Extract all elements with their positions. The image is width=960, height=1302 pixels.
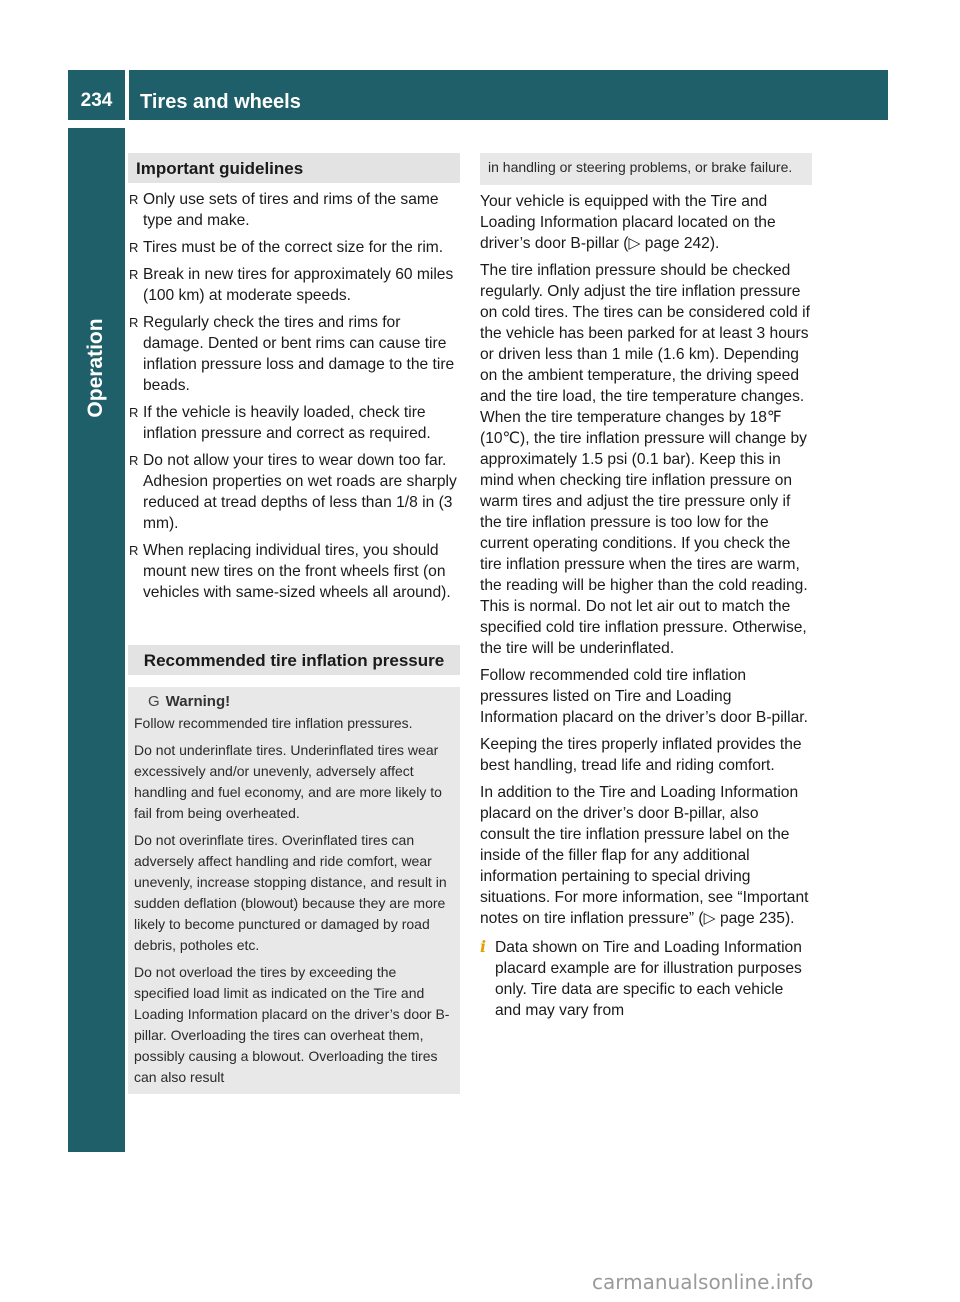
bullet-icon: R [129,192,139,207]
warning-paragraph: Follow recommended tire inflation pressures. [134,715,413,731]
list-item: R Tires must be of the correct size for the rim. [129,239,444,256]
side-tab [68,128,125,1152]
right-column [480,153,812,1021]
warning-continued: in handling or steering problems, or brake failure. [480,153,812,185]
body-paragraph: In addition to the Tire and Loading Information placard on the driver’s door B-pillar, also consult the tire inflation pressure label on the inside of the filler flap for any additional information pertaining to special driving situations. For more information, see “Important notes on tire inflation pressure” (▷ page 235). [480,784,809,927]
list-item: R When replacing individual tires, you should mount new tires on the front wheels first (on vehicles with same-sized wheels all around). [129,542,451,601]
list-item: R Regularly check the tires and rims for damage. Dented or bent rims can cause tire inflation pressure loss and damage to the tire beads. [129,314,455,394]
body-paragraph: The tire inflation pressure should be checked regularly. Only adjust the tire inflation pressure on cold tires. The tires can be considered cold if the vehicle has been parked for at least 3 hours or driven less than 1 mile (1.6 km). Depending on the ambient temperature, the driving speed and the tire load, the tire temperature changes. When the tire temperature changes by 18℉ (10℃), the tire inflation pressure will change by approximately 1.5 psi (0.1 bar). Keep this in mind when checking tire inflation pressure on warm tires and adjust the tire pressure only if the tire inflation pressure is too low for the current operating conditions. If you check the tire inflation pressure when the tires are warm, the reading will be higher than the cold reading. This is normal. Do not let air out to match the specified cold tire inflation pressure. Otherwise, the tire will be underinflated. [480,262,810,657]
bullet-icon: R [129,267,139,282]
bullet-icon: R [129,405,139,420]
body-paragraph: Your vehicle is equipped with the Tire and Loading Information placard located on the driver’s door B-pillar (▷ page 242). [480,193,776,252]
list-item: R Do not allow your tires to wear down too far. Adhesion properties on wet roads are sharply reduced at tread depths of less than 1/8 in (3 mm). [129,452,457,532]
section-heading-guidelines: Important guidelines [128,153,460,183]
left-column [128,153,460,1094]
side-tab-label: Operation [84,318,107,418]
bullet-icon: R [129,543,139,558]
info-note: i Data shown on Tire and Loading Information placard example are for illustration purposes only. Tire data are specific to each vehicle and may vary from [480,937,802,1019]
warning-paragraph: Do not underinflate tires. Underinflated tires wear excessively and/or unevenly, adversely affect handling and fuel economy, and are more likely to fail from being overheated. [134,742,442,821]
section-heading-pressure: Recommended tire inflation pressure [128,645,460,675]
info-icon: i [480,937,487,956]
bullet-icon: R [129,453,139,468]
warning-triangle-icon: G [148,693,160,710]
page-title: Tires and wheels [140,91,301,113]
body-paragraph: Keeping the tires properly inflated provides the best handling, tread life and riding comfort. [480,736,802,774]
body-paragraph: Follow recommended cold tire inflation pressures listed on Tire and Loading Information placard on the driver’s door B-pillar. [480,667,808,726]
list-item: R Break in new tires for approximately 60 miles (100 km) at moderate speeds. [129,266,454,304]
page-number: 234 [80,90,113,111]
warning-paragraph: Do not overload the tires by exceeding the specified load limit as indicated on the Tire and Loading Information placard on the driver’s door B-pillar. Overloading the tires can overheat them, possibly causing a blowout. Overloading the tires can also result [134,964,450,1085]
list-item: R Only use sets of tires and rims of the same type and make. [129,191,439,229]
bullet-icon: R [129,315,139,330]
watermark: carmanualsonline.info [592,1270,814,1294]
warning-paragraph: Do not overinflate tires. Overinflated tires can adversely affect handling and ride comfort, wear unevenly, increase stopping distance, and result in sudden deflation (blowout) because they are more likely to become punctured or damaged by road debris, potholes etc. [134,832,447,953]
bullet-icon: R [129,240,139,255]
list-item: R If the vehicle is heavily loaded, check tire inflation pressure and correct as required. [129,404,431,442]
warning-title: G Warning! [148,693,231,710]
warning-box [128,687,460,1094]
header-divider [125,70,129,120]
guidelines-list [128,189,460,603]
